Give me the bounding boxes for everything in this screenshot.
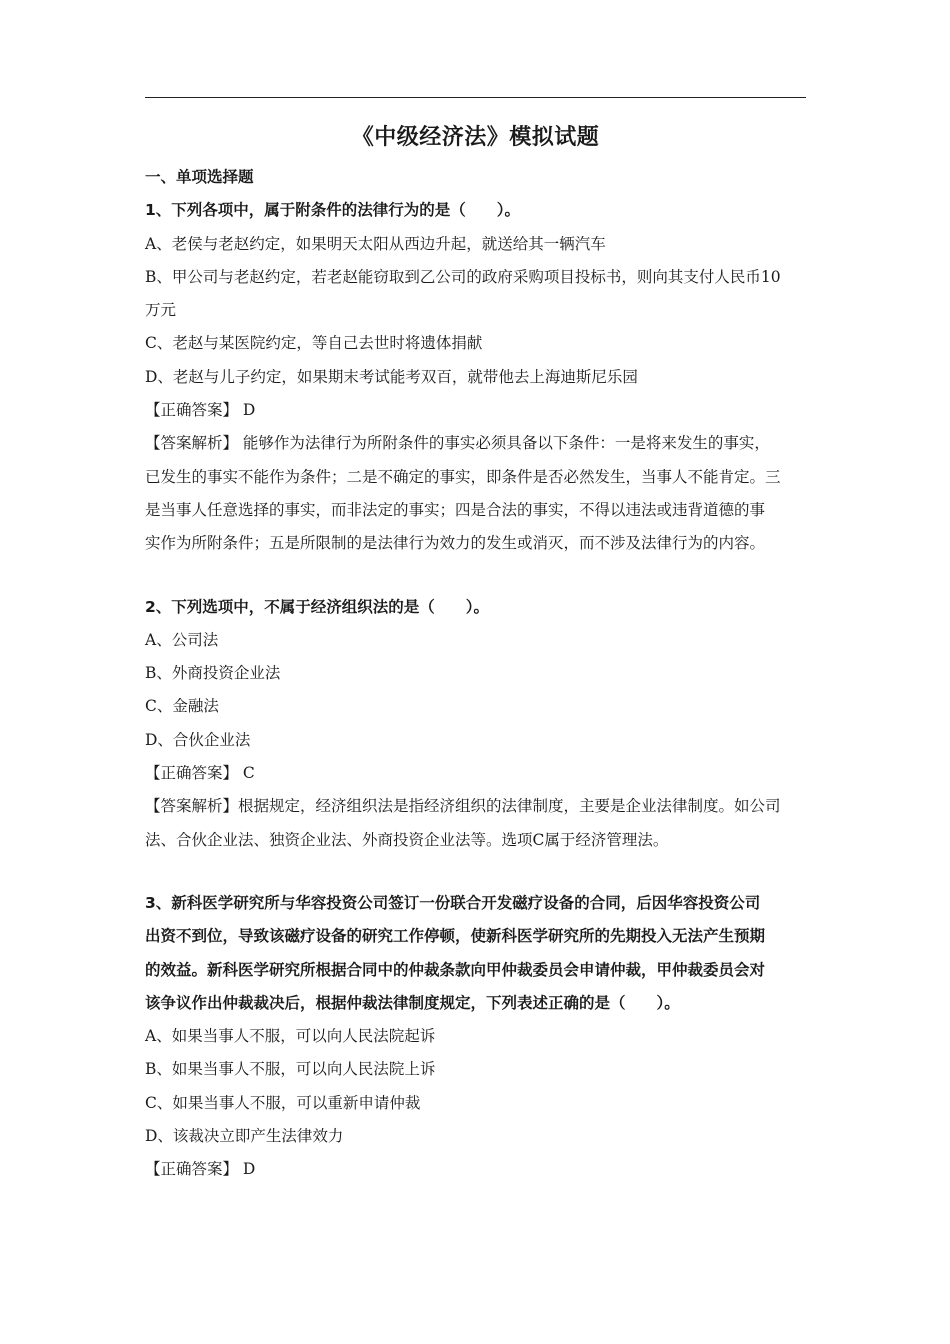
- question-1: [145, 194, 806, 560]
- option-a: A、公司法: [145, 630, 219, 649]
- spacer: [145, 561, 806, 591]
- question-stem-line: 出资不到位，导致该磁疗设备的研究工作停顿，使新科医学研究所的先期投入无法产生预期: [145, 927, 766, 946]
- spacer: [145, 857, 806, 887]
- document-body: [145, 161, 806, 1187]
- question-stem-line: 的效益。新科医学研究所根据合同中的仲裁条款向甲仲裁委员会申请仲裁，甲仲裁委员会对: [145, 960, 766, 979]
- question-stem: 2、下列选项中，不属于经济组织法的是（ ）。: [145, 597, 490, 616]
- option-b-continued: 万元: [145, 301, 177, 320]
- answer-analysis-line: 是当事人任意选择的事实，而非法定的事实；四是合法的事实，不得以违法或违背道德的事: [145, 500, 766, 519]
- answer-analysis-line: 实作为所附条件；五是所限制的是法律行为效力的发生或消灭，而不涉及法律行为的内容。: [145, 534, 766, 553]
- option-a: A、如果当事人不服，可以向人民法院起诉: [145, 1027, 436, 1046]
- correct-answer: 【正确答案】 D: [145, 401, 256, 420]
- option-c: C、如果当事人不服，可以重新申请仲裁: [145, 1093, 421, 1112]
- option-b: B、如果当事人不服，可以向人民法院上诉: [145, 1060, 436, 1079]
- question-3: [145, 887, 806, 1187]
- section-heading: 一、单项选择题: [145, 168, 254, 186]
- answer-analysis-line: 【答案解析】 能够作为法律行为所附条件的事实必须具备以下条件：一是将来发生的事实，: [145, 434, 770, 453]
- answer-analysis-line: 法、合伙企业法、独资企业法、外商投资企业法等。选项C属于经济管理法。: [145, 830, 669, 849]
- option-d: D、老赵与儿子约定，如果期末考试能考双百，就带他去上海迪斯尼乐园: [145, 367, 638, 386]
- option-c: C、老赵与某医院约定，等自己去世时将遗体捐献: [145, 334, 483, 353]
- correct-answer: 【正确答案】 D: [145, 1160, 256, 1179]
- correct-answer: 【正确答案】 C: [145, 764, 255, 783]
- question-stem: 1、下列各项中，属于附条件的法律行为的是（ ）。: [145, 201, 521, 220]
- header-rule: [145, 97, 806, 98]
- option-d: D、合伙企业法: [145, 730, 251, 749]
- answer-analysis-line: 已发生的事实不能作为条件；二是不确定的事实，即条件是否必然发生，当事人不能肯定。三: [145, 467, 781, 486]
- question-stem-line: 3、新科医学研究所与华容投资公司签订一份联合开发磁疗设备的合同，后因华容投资公司: [145, 893, 761, 912]
- question-2: [145, 591, 806, 857]
- option-d: D、该裁决立即产生法律效力: [145, 1127, 344, 1146]
- document-title: 《中级经济法》模拟试题: [351, 125, 600, 150]
- question-stem-line: 该争议作出仲裁裁决后，根据仲裁法律制度规定，下列表述正确的是（ ）。: [145, 993, 680, 1012]
- option-b: B、外商投资企业法: [145, 664, 281, 683]
- option-c: C、金融法: [145, 697, 219, 716]
- option-b: B、甲公司与老赵约定，若老赵能窃取到乙公司的政府采购项目投标书，则向其支付人民币10: [145, 267, 781, 286]
- answer-analysis-line: 【答案解析】根据规定，经济组织法是指经济组织的法律制度，主要是企业法律制度。如公司: [145, 797, 781, 816]
- option-a: A、老侯与老赵约定，如果明天太阳从西边升起，就送给其一辆汽车: [145, 234, 606, 253]
